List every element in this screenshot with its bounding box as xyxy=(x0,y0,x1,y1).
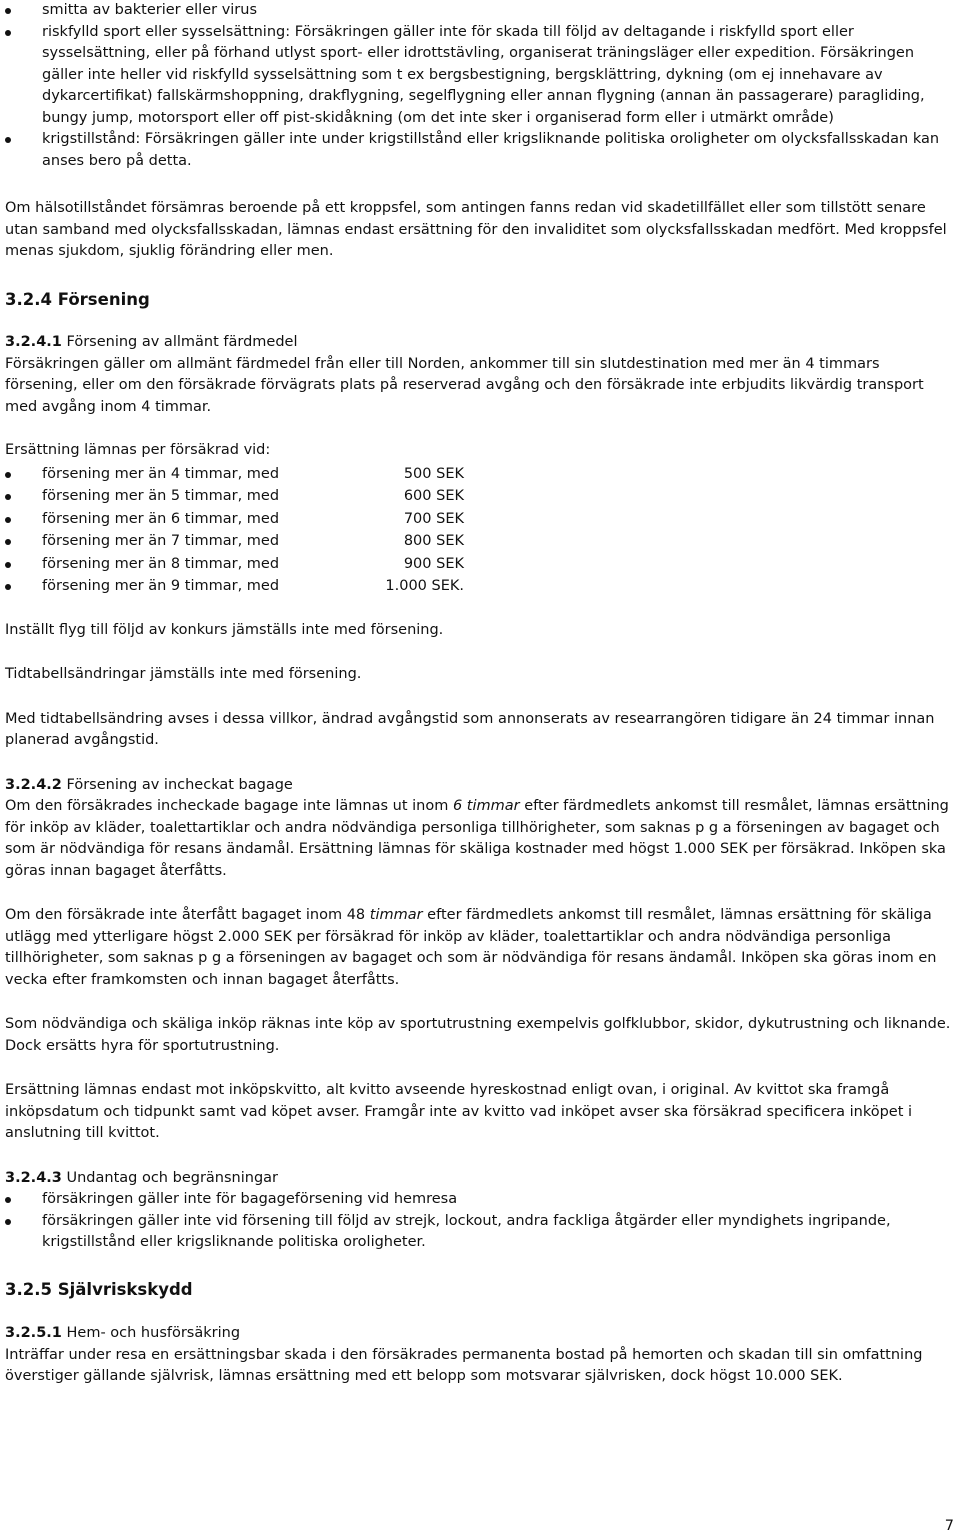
subsection-title: Hem- och husförsäkring xyxy=(66,1325,241,1341)
section-number: 3.2.4 xyxy=(5,289,52,309)
health-paragraph: Om hälsotillståndet försämras beroende på ett kroppsfel, som antingen fanns redan vid skadetillfället eller som tillstött senare utan samband med olycksfallsskadan, lämnas endast ersättning för den invaliditet som olycksfallsskadan medfört. Med kroppsfel menas sjukdom, sjuklig förändring eller men. xyxy=(5,200,947,259)
text-run: Om den försäkrades incheckade bagage inte lämnas ut inom xyxy=(5,798,453,814)
section-number: 3.2.5 xyxy=(5,1279,52,1299)
delay-row xyxy=(5,531,955,553)
delay-amount: 700 SEK xyxy=(403,510,464,527)
list-item: försäkringen gäller inte vid försening till följd av strejk, lockout, andra fackliga åtgärder eller myndighets ingripande, krigstillstånd eller krigsliknande politiska oroligheter. xyxy=(5,1211,955,1254)
delay-row xyxy=(5,554,955,576)
timetable-definition-paragraph: Med tidtabellsändring avses i dessa villkor, ändrad avgångstid som annonserats av researrangören tidigare än 24 timmar innan planerad avgångstid. xyxy=(5,710,935,748)
delay-row xyxy=(5,509,955,531)
section-title: Självriskskydd xyxy=(57,1279,193,1299)
emphasis: 6 timmar xyxy=(452,798,520,814)
compensation-intro: Ersättning lämnas per försäkrad vid: xyxy=(5,442,271,458)
baggage-paragraph-3: Som nödvändiga och skäliga inköp räknas inte köp av sportutrustning exempelvis golfklubbor, skidor, dykutrustning och liknande. Dock ersätts hyra för sportutrustning. xyxy=(5,1016,951,1054)
delay-amount: 600 SEK xyxy=(403,488,464,504)
text-run: efter färdmedlets ankomst till resmålet, lämnas ersättning för inköp av kläder, toalettartiklar och andra nödvändiga personliga tillhörigheter, som saknas p g a förseningen av bagaget och som är nödvändiga för resans ändamål. Ersättning lämnas för skäliga kostnader med högst 1.000 SEK per försäkrad. Inköpen ska göras innan bagaget återfåtts. xyxy=(5,798,949,879)
list-item: krigstillstånd: Försäkringen gäller inte under krigstillstånd eller krigsliknande politiska oroligheter om olycksfallsskadan kan anses bero på detta. xyxy=(5,129,955,172)
subsection-heading-3-2-4-3 xyxy=(5,1168,955,1190)
delay-body-paragraph: Försäkringen gäller om allmänt färdmedel från eller till Norden, ankommer till sin slutdestination med mer än 4 timmars försening, eller om den försäkrade förvägrats plats på reserverad avgång och den försäkrade inte erbjudits likvärdig transport med avgång inom 4 timmar. xyxy=(5,355,924,415)
emphasis: timmar xyxy=(369,907,423,923)
text-run: Om den försäkrade inte återfått bagaget inom 48 xyxy=(5,907,370,923)
subsection-heading-3-2-4-2 xyxy=(5,775,955,797)
delay-label: försening mer än 6 timmar, med xyxy=(42,510,280,527)
baggage-paragraph-2 xyxy=(5,905,955,991)
section-heading-3-2-5 xyxy=(5,1279,955,1301)
baggage-paragraph-4: Ersättning lämnas endast mot inköpskvitto, alt kvitto avseende hyreskostnad enligt ovan, i original. Av kvittot ska framgå inköpsdatum och tidpunkt samt vad köpet avser. Framgår inte av kvitto vad inköpet avser ska försäkrad specificera inköpet i anslutning till kvittot. xyxy=(5,1082,913,1141)
subsection-number: 3.2.4.1 xyxy=(5,334,62,350)
subsection-number: 3.2.4.2 xyxy=(5,776,62,793)
delay-row xyxy=(5,576,955,598)
cancelled-flight-paragraph: Inställt flyg till följd av konkurs jämställs inte med försening. xyxy=(5,621,444,638)
delay-label: försening mer än 5 timmar, med xyxy=(42,488,280,504)
text-run: efter färdmedlets ankomst till resmålet, lämnas ersättning för skäliga utlägg med ytterligare högst 2.000 SEK per försäkrad för inköp av kläder, toalettartiklar och andra nödvändiga personliga tillhörigheter, som saknas p g a förseningen av bagaget och som är nödvändiga för resans ändamål. Inköpen ska göras inom en vecka efter framkomsten och innan bagaget återfåtts. xyxy=(5,907,937,988)
delay-label: försening mer än 7 timmar, med xyxy=(42,533,280,549)
subsection-heading-3-2-4-1 xyxy=(5,332,955,354)
home-insurance-paragraph: Inträffar under resa en ersättningsbar skada i den försäkrades permanenta bostad på hemorten och skadan till sin omfattning överstiger gällande självrisk, lämnas ersättning med ett belopp som motsvarar självrisken, dock högst 10.000 SEK. xyxy=(5,1346,923,1384)
subsection-heading-3-2-5-1 xyxy=(5,1323,955,1345)
delay-row xyxy=(5,486,955,508)
list-item: smitta av bakterier eller virus xyxy=(5,0,955,22)
delay-label: försening mer än 4 timmar, med xyxy=(42,465,280,482)
section-title: Försening xyxy=(57,289,150,309)
delay-label: försening mer än 8 timmar, med xyxy=(42,555,280,572)
subsection-number: 3.2.5.1 xyxy=(5,1325,62,1341)
subsection-title: Försening av incheckat bagage xyxy=(66,776,293,793)
subsection-title: Undantag och begränsningar xyxy=(66,1169,278,1186)
delay-amount: 500 SEK xyxy=(403,465,464,482)
delay-amount: 1.000 SEK. xyxy=(385,578,464,594)
list-item: riskfylld sport eller sysselsättning: Försäkringen gäller inte för skada till följd av deltagande i riskfylld sport eller sysselsättning, eller på förhand utlyst sport- eller idrottstävling, organiserat träningsläger eller expedition. Försäkringen gäller inte heller vid riskfylld sysselsättning som t ex bergsbestigning, bergsklättring, dykning (om ej innehavare av dykarcertifikat) fallskärmshoppning, drakflygning, segelflygning eller annan flygning (annan än passagerare) paragliding, bungy jump, motorsport eller off pist-skidåkning (om det inte sker i organiserad form eller i utmärkt område) xyxy=(5,22,955,130)
baggage-paragraph-1 xyxy=(5,796,955,882)
subsection-title: Försening av allmänt färdmedel xyxy=(66,334,298,350)
exclusion-list xyxy=(5,0,955,172)
delay-row xyxy=(5,464,955,486)
delay-amount: 900 SEK xyxy=(403,555,464,572)
exceptions-list xyxy=(5,1189,955,1254)
timetable-paragraph: Tidtabellsändringar jämställs inte med försening. xyxy=(5,666,362,682)
delay-label: försening mer än 9 timmar, med xyxy=(42,578,280,594)
delay-compensation-list xyxy=(5,464,955,598)
page-number: 7 xyxy=(944,1518,954,1534)
document-page xyxy=(5,0,955,1388)
list-item: försäkringen gäller inte för bagageförsening vid hemresa xyxy=(5,1189,955,1211)
subsection-number: 3.2.4.3 xyxy=(5,1169,62,1186)
delay-amount: 800 SEK xyxy=(403,533,464,549)
section-heading-3-2-4 xyxy=(5,289,955,311)
